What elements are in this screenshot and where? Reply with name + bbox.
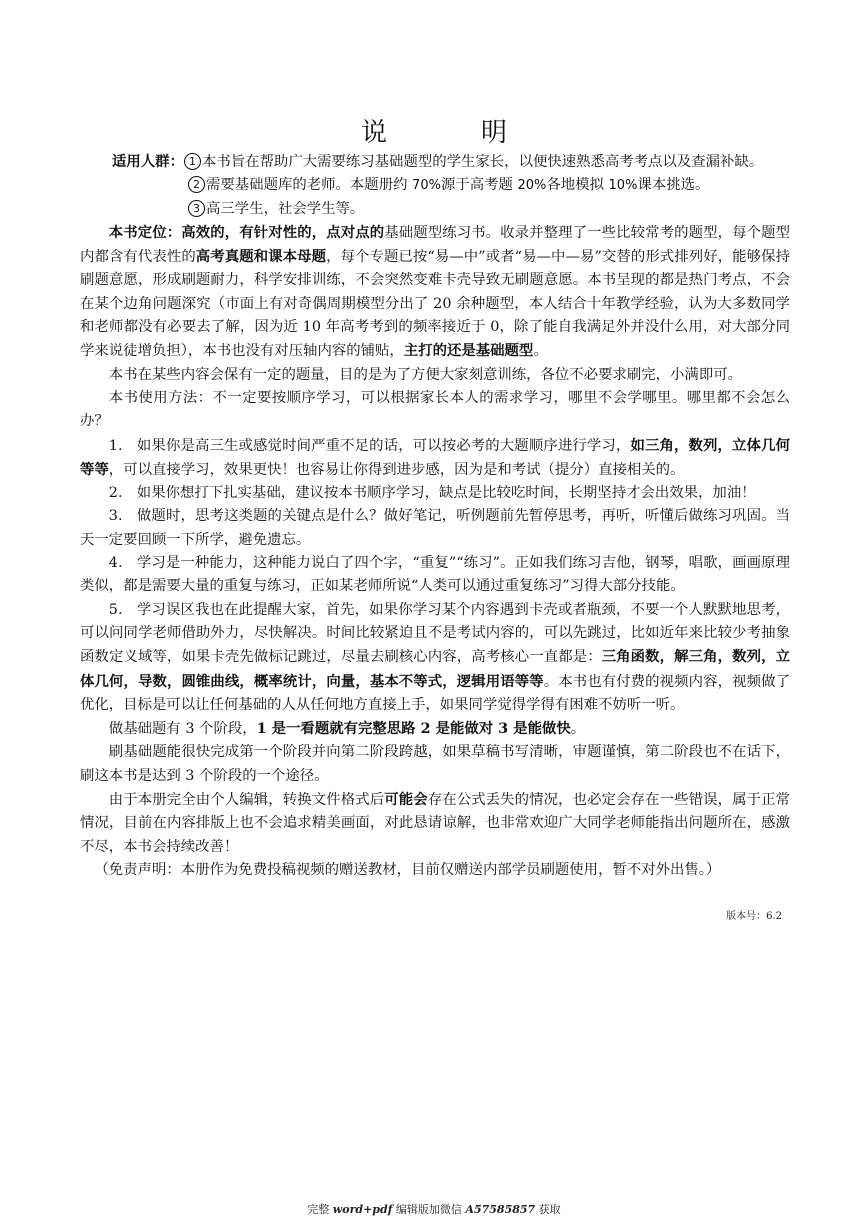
footer-text-2: 编辑版加微信 <box>392 1203 466 1216</box>
list-item-number: 1. <box>108 437 123 454</box>
errata-bold: 可能会 <box>384 791 428 809</box>
list-item <box>80 434 790 483</box>
footer-note <box>0 1201 868 1217</box>
audience-item-2-a: 需要基础题库的老师。本题册约 <box>206 177 413 194</box>
footer-text-3: 获取 <box>535 1203 561 1216</box>
errata-paragraph <box>80 788 790 859</box>
stage2-paragraph: 刷基础题能很快完成第一个阶段并向第二阶段跨越，如果草稿书写清晰，审题谨慎，第二阶段也不在话下，刷这本书是达到 3 个阶段的一个途径。 <box>80 744 790 784</box>
list-item-number: 4. <box>108 555 123 572</box>
circled-number-1: 1 <box>184 153 201 170</box>
circled-number-2: 2 <box>188 176 205 193</box>
audience-line-1 <box>80 150 790 174</box>
list-item-number: 3. <box>108 508 123 525</box>
audience-line-3 <box>80 198 790 221</box>
list-item-text: 如果你想打下扎实基础，建议按本书顺序学习，缺点是比较吃时间，长期坚持才会出效果，加油！ <box>136 485 756 502</box>
list-item <box>80 482 790 505</box>
footer-wechat-id: A57585857 <box>465 1203 536 1216</box>
list-item-number: 2. <box>108 485 123 502</box>
list-item-text: 如果你是高三生或感觉时间严重不足的话，可以按必考的大题顺序进行学习， <box>136 437 631 454</box>
disclaimer-paragraph: （免责声明：本册作为免费投稿视频的赠送教材，目前仅赠送内部学员刷题使用，暂不对外出售。） <box>94 861 721 878</box>
list-item-text-end: 。本书也有付费的视频内容，视频做了优化，目标是可以让任何基础的人从任何地方直接上手，如果同学觉得学得有困难不妨听一听。 <box>80 673 790 713</box>
positioning-bold-1: 高效的， <box>181 223 240 241</box>
list-item <box>80 505 790 552</box>
list-item-text: 做题时，思考这类题的关键点是什么？做好笔记，听例题前先暂停思考，再听，听懂后做练习巩固。当天一定要回顾一下所学，避免遗忘。 <box>80 508 790 548</box>
audience-line-2 <box>80 174 790 197</box>
list-item-text: 学习误区我也在此提醒大家，首先，如果你学习某个内容遇到卡壳或者瓶颈，不要一个人默默地思考，可以问同学老师借助外力，尽快解决。时间比较紧迫且不是考试内容的，可以先跳过，比如近年来比较少考抽象函数定义域等，如果卡壳先做标记跳过，尽量去刷核心内容，高考核心一直都是： <box>80 601 790 666</box>
positioning-bold-2: 有针对性的， <box>239 223 327 241</box>
positioning-text-3: 。 <box>533 343 548 360</box>
stages-paragraph <box>80 717 790 741</box>
list-item <box>80 552 790 599</box>
positioning-paragraph <box>80 221 790 364</box>
audience-item-2-d: 课本挑选。 <box>637 177 710 194</box>
stages-text: 做基础题有 3 个阶段， <box>108 721 257 738</box>
positioning-bold-3: 点对点的 <box>326 223 385 241</box>
circled-number-3: 3 <box>188 200 205 217</box>
positioning-text-1: 基础题型练习书。收录并整理了一些比较常考的题型，每个题型内都含有代表性的 <box>80 224 790 266</box>
stages-bold: 1 是一看题就有完整思路 2 是能做对 3 是能做快 <box>256 720 571 738</box>
list-item-text: 学习是一种能力，这种能力说白了四个字，“重复”“练习”。正如我们练习吉他，钢琴，唱歌，画画原理类似，都是需要大量的重复与练习，正如某老师所说“人类可以通过重复练习”习得大部分技能。 <box>80 555 790 595</box>
method-paragraph: 本书使用方法：不一定要按顺序学习，可以根据家长本人的需求学习，哪里不会学哪里。哪里都不会怎么办？ <box>80 389 790 430</box>
list-item-number: 5. <box>108 601 123 618</box>
stages-text-end: 。 <box>570 721 586 738</box>
document-body <box>80 150 790 882</box>
footer-text-1: 完整 <box>307 1203 333 1216</box>
positioning-label: 本书定位： <box>108 223 182 241</box>
list-item-text-end: ，可以直接学习，效果更快！也容易让你得到进步感，因为是和考试（提分）直接相关的。 <box>108 461 685 478</box>
page-title: 说 明 <box>360 118 541 148</box>
audience-item-2-c: 各地模拟 <box>546 177 609 194</box>
version-label: 版本号：6.2 <box>726 911 782 922</box>
positioning-bold-5: 主打的还是基础题型 <box>403 342 534 360</box>
audience-pct-3: 10% <box>608 178 638 194</box>
audience-label: 适用人群： <box>112 153 184 170</box>
amount-paragraph: 本书在某些内容会保有一定的题量，目的是为了方便大家刻意训练，各位不必要求刷完，小满即可。 <box>108 366 742 383</box>
positioning-bold-4: 高考真题和课本母题 <box>195 248 327 266</box>
audience-item-2-b: 源于高考题 <box>440 177 518 194</box>
list-item-bold: 如三角，数列，立体几何等等 <box>80 436 790 478</box>
audience-pct-1: 70% <box>412 178 441 194</box>
errata-text: 由于本册完全由个人编辑，转换文件格式后 <box>108 792 385 809</box>
list-item <box>80 599 790 717</box>
errata-text-end: 存在公式丢失的情况，也必定会存在一些错误，属于正常情况，目前在内容排版上也不会追求精美画面，对此恳请谅解，也非常欢迎广大同学老师能指出问题所在，感激不尽，本书会持续改善！ <box>80 792 790 855</box>
audience-item-3: 高三学生，社会学生等。 <box>206 200 365 217</box>
footer-format: word+pdf <box>332 1203 393 1216</box>
list-item-bold: 三角函数，解三角，数列，立体几何，导数，圆锥曲线，概率统计，向量，基本不等式，逻辑用语等等 <box>80 648 790 690</box>
audience-item-1: 本书旨在帮助广大需要练习基础题型的学生家长，以便快速熟悉高考考点以及查漏补缺。 <box>201 154 764 170</box>
audience-pct-2: 20% <box>517 178 547 194</box>
positioning-text-2: ，每个专题已按“易—中”或者“易—中—易”交替的形式排列好，能够保持刷题意愿，形成刷题耐力，科学安排训练，不会突然变难卡壳导致无刷题意愿。本书呈现的都是热门考点，不会在某个边角问题深究（市面上有对奇偶周期模型分出了 20 余种题型，本人结合十年教学经验，认为大多数同学和老师都没有必要去了解，因为近 10 年高考考到的频率接近于 0，除了能自我满足外并没什么用，对大部分同学来说徒增负担），本书也没有对压轴内容的铺贴， <box>80 249 790 360</box>
